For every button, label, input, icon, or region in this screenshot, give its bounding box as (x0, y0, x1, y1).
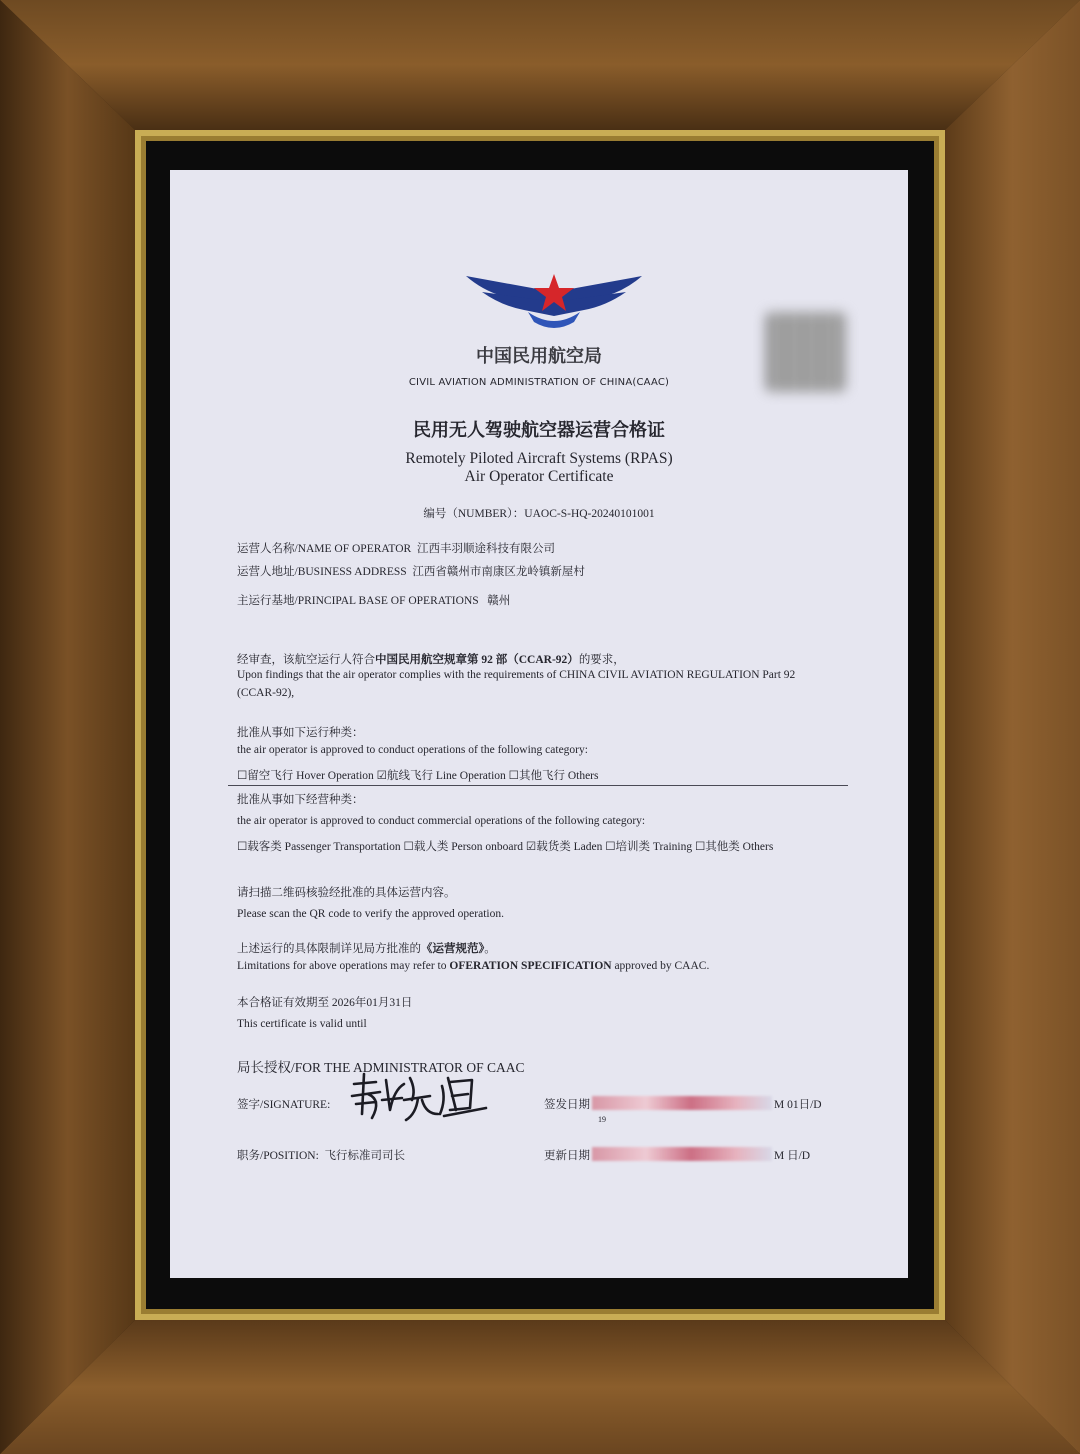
certificate-title-en-2: Air Operator Certificate (464, 468, 614, 485)
frame-top (0, 0, 1080, 130)
certificate-number: 编号（NUMBER）：UAOC-S-HQ-20240101001 (423, 508, 655, 520)
operation-category-en: the air operator is approved to conduct operations of the following category: (237, 744, 588, 756)
operator-name-row (237, 540, 555, 556)
operator-address-label: 运营人地址/BUSINESS ADDRESS (237, 566, 407, 578)
certificate-paper (170, 170, 908, 1278)
limitations-en-spec: OFERATION SPECIFICATION (449, 960, 612, 972)
findings-cn-regulation: 中国民用航空规章第 92 部（CCAR-92） (375, 654, 579, 666)
org-name-cn: 中国民用航空局 (476, 346, 602, 367)
renew-date-label: 更新日期 (544, 1150, 590, 1162)
limitations-cn-prefix: 上述运行的具体限制详见局方批准的 (237, 943, 421, 955)
limitations-en-suffix: approved by CAAC. (611, 960, 710, 972)
frame-right (945, 0, 1080, 1454)
frame-bottom (0, 1320, 1080, 1454)
findings-en-2: (CCAR-92), (237, 687, 295, 699)
section-divider (228, 785, 848, 786)
issue-date-sub: 19 (598, 1115, 606, 1124)
operator-name-label: 运营人名称/NAME OF OPERATOR (237, 543, 412, 555)
commercial-category-en: the air operator is approved to conduct commercial operations of the following category: (237, 815, 646, 827)
position-row (237, 1147, 405, 1163)
redacted-issue-date (592, 1096, 772, 1110)
renew-date-tail: M 日/D (774, 1150, 811, 1162)
handwritten-signature (346, 1070, 496, 1122)
org-name-en: CIVIL AVIATION ADMINISTRATION OF CHINA(CAAC) (408, 377, 670, 388)
validity-cn: 本合格证有效期至 2026年01月31日 (237, 997, 413, 1009)
operator-base-value: 赣州 (487, 595, 511, 607)
operator-address-row (237, 563, 585, 579)
findings-cn-prefix: 经审查，该航空运行人符合 (237, 654, 375, 666)
validity-en: This certificate is valid until (237, 1018, 367, 1030)
findings-cn-suffix: 的要求， (578, 654, 625, 666)
operation-category-options: ☐留空飞行 Hover Operation ☑航线飞行 Line Operation ☐其他飞行 Others (237, 770, 599, 782)
qr-note-en: Please scan the QR code to verify the approved operation. (237, 908, 504, 920)
operation-category-cn: 批准从事如下运行种类： (237, 727, 364, 739)
limitations-cn (237, 940, 496, 956)
commercial-category-cn: 批准从事如下经营种类： (237, 794, 364, 806)
redacted-renew-date (592, 1147, 772, 1161)
issue-date-tail: M 01日/D (774, 1099, 822, 1111)
findings-en-1: Upon findings that the air operator complies with the requirements of CHINA CIVIL AVIATION REGULATION Part 92 (237, 669, 796, 681)
operator-base-label: 主运行基地/PRINCIPAL BASE OF OPERATIONS (237, 595, 479, 607)
limitations-cn-suffix: 。 (484, 943, 496, 955)
limitations-en (237, 960, 709, 972)
limitations-en-prefix: Limitations for above operations may refer to (237, 960, 450, 972)
operator-address-value: 江西省赣州市南康区龙岭镇新屋村 (412, 566, 585, 578)
caac-emblem-icon (462, 270, 646, 332)
commercial-category-options: ☐载客类 Passenger Transportation ☐载人类 Person onboard ☑载货类 Laden ☐培训类 Training ☐其他类 Others (237, 841, 774, 853)
issue-date-label: 签发日期 (544, 1099, 590, 1111)
frame-left (0, 0, 135, 1454)
operator-base-row (237, 592, 510, 608)
findings-cn (237, 651, 625, 667)
signature-label: 签字/SIGNATURE: (237, 1099, 331, 1111)
qr-note-cn: 请扫描二维码核验经批准的具体运营内容。 (237, 887, 456, 899)
position-label: 职务/POSITION: (237, 1150, 319, 1162)
limitations-cn-spec: 《运营规范》 (421, 943, 485, 955)
operator-name-value: 江西丰羽顺途科技有限公司 (416, 543, 555, 555)
certificate-title-cn: 民用无人驾驶航空器运营合格证 (413, 420, 665, 441)
position-value: 飞行标准司司长 (324, 1150, 406, 1162)
certificate-title-en-1: Remotely Piloted Aircraft Systems (RPAS) (405, 450, 673, 467)
authority-line: 局长授权/FOR THE ADMINISTRATOR OF CAAC (237, 1060, 525, 1075)
